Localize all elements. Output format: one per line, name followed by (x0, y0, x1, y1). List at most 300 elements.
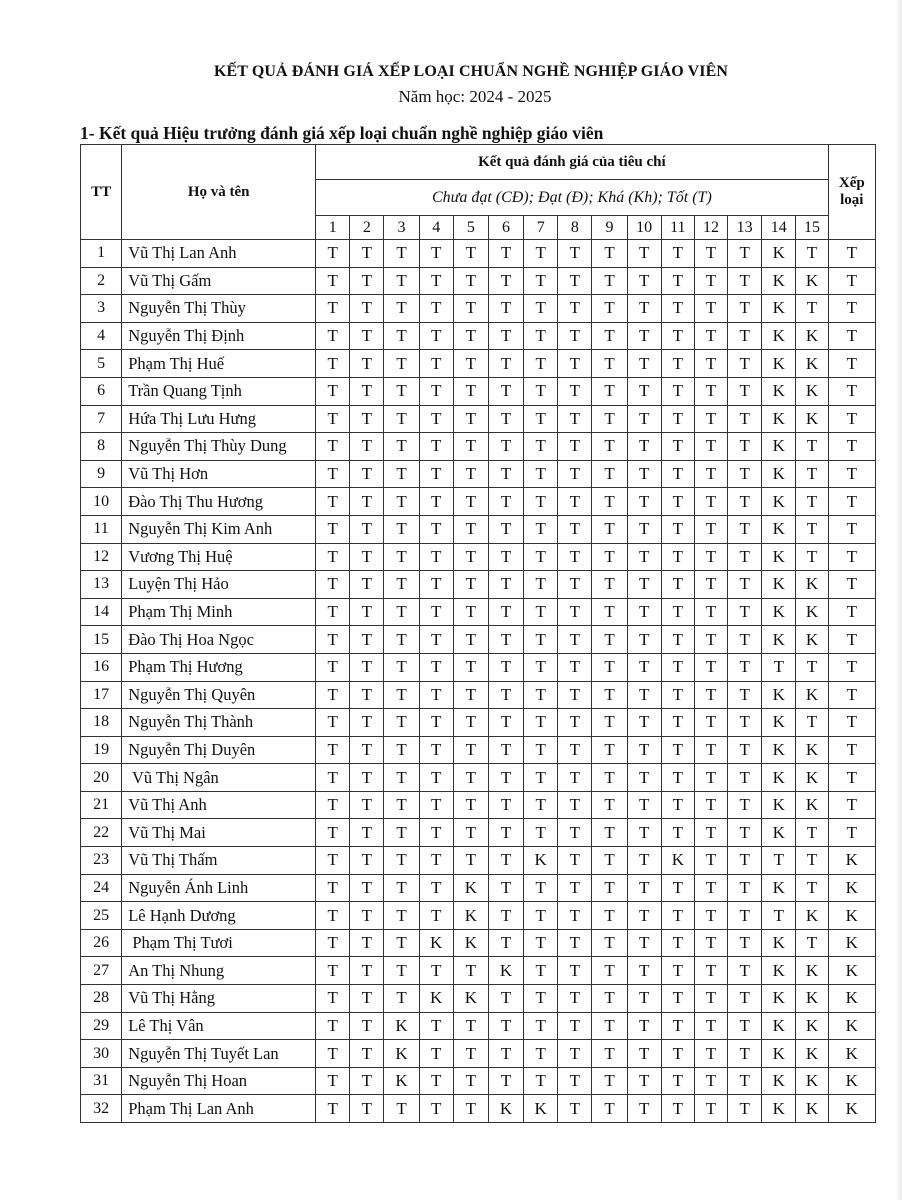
criterion-score: T (453, 847, 488, 875)
criterion-score: T (661, 1095, 694, 1123)
criterion-score: K (762, 295, 796, 323)
criterion-score: T (384, 322, 419, 350)
criterion-score: T (350, 350, 384, 378)
teacher-name: Đào Thị Hoa Ngọc (122, 626, 316, 654)
criterion-score: T (453, 543, 488, 571)
row-number: 25 (81, 902, 122, 930)
teacher-name: Vũ Thị Anh (122, 791, 316, 819)
criterion-score: T (384, 405, 419, 433)
row-number: 27 (81, 957, 122, 985)
teacher-name: Nguyễn Thị Thùy Dung (122, 433, 316, 461)
criterion-score: T (694, 957, 727, 985)
row-number: 22 (81, 819, 122, 847)
criterion-score: K (762, 764, 796, 792)
criterion-score: T (592, 874, 627, 902)
criterion-score: T (661, 377, 694, 405)
criterion-score: T (453, 598, 488, 626)
criterion-score: T (524, 240, 558, 268)
criterion-score: T (728, 764, 762, 792)
criterion-score: T (728, 543, 762, 571)
criterion-score: T (627, 653, 661, 681)
table-row (81, 957, 876, 985)
criterion-score: T (350, 405, 384, 433)
criterion-score: T (350, 874, 384, 902)
criterion-score: T (316, 1040, 350, 1068)
criterion-score: T (558, 709, 592, 737)
row-number: 8 (81, 433, 122, 461)
criterion-score: T (488, 295, 523, 323)
criterion-score: T (350, 295, 384, 323)
criterion-score: T (627, 736, 661, 764)
criterion-score: K (419, 929, 453, 957)
page-edge (896, 0, 902, 1200)
criterion-score: T (592, 377, 627, 405)
overall-rank: T (828, 709, 875, 737)
criterion-score: T (592, 433, 627, 461)
criterion-score: T (453, 377, 488, 405)
criterion-score: T (524, 515, 558, 543)
teacher-name: Nguyễn Thị Thành (122, 709, 316, 737)
teacher-name: Nguyễn Thị Tuyết Lan (122, 1040, 316, 1068)
criterion-score: T (694, 267, 727, 295)
criterion-score: T (661, 571, 694, 599)
criterion-score: K (796, 1067, 828, 1095)
teacher-name: Lê Thị Vân (122, 1012, 316, 1040)
overall-rank: K (828, 1040, 875, 1068)
teacher-name: Phạm Thị Lan Anh (122, 1095, 316, 1123)
criterion-score: T (627, 819, 661, 847)
teacher-name: Nguyễn Thị Duyên (122, 736, 316, 764)
overall-rank: T (828, 460, 875, 488)
criterion-score: T (524, 819, 558, 847)
criterion-score: T (627, 350, 661, 378)
criterion-score: T (728, 957, 762, 985)
criterion-score: T (419, 1095, 453, 1123)
row-number: 16 (81, 653, 122, 681)
criterion-score: T (524, 681, 558, 709)
criterion-score: T (488, 571, 523, 599)
criterion-score: T (488, 626, 523, 654)
criterion-score: T (661, 295, 694, 323)
criterion-score: T (384, 957, 419, 985)
row-number: 5 (81, 350, 122, 378)
header-rank-line2: loại (840, 192, 864, 208)
row-number: 12 (81, 543, 122, 571)
criterion-score: K (762, 240, 796, 268)
criterion-score: T (627, 433, 661, 461)
table-row (81, 460, 876, 488)
criterion-score: T (419, 267, 453, 295)
row-number: 28 (81, 985, 122, 1013)
criterion-score: T (661, 543, 694, 571)
criterion-score: T (694, 791, 727, 819)
criterion-score: T (728, 902, 762, 930)
criterion-score: T (419, 598, 453, 626)
overall-rank: T (828, 240, 875, 268)
criterion-score: K (762, 1012, 796, 1040)
criterion-score: T (694, 1040, 727, 1068)
overall-rank: K (828, 957, 875, 985)
row-number: 4 (81, 322, 122, 350)
criterion-score: T (558, 681, 592, 709)
teacher-name: Vũ Thị Hằng (122, 985, 316, 1013)
criterion-score: T (694, 377, 727, 405)
criterion-score: T (384, 598, 419, 626)
criterion-score: T (384, 653, 419, 681)
table-row (81, 1040, 876, 1068)
criterion-score: T (488, 543, 523, 571)
overall-rank: T (828, 626, 875, 654)
criterion-score: T (728, 350, 762, 378)
criterion-score: K (762, 819, 796, 847)
criterion-score: T (350, 598, 384, 626)
criterion-score: T (316, 791, 350, 819)
criterion-score: T (419, 240, 453, 268)
criterion-score: T (661, 433, 694, 461)
criterion-score: T (558, 488, 592, 516)
criterion-score: T (524, 460, 558, 488)
criterion-score: K (796, 626, 828, 654)
criterion-number: 15 (796, 216, 828, 240)
criterion-score: T (661, 1040, 694, 1068)
criterion-score: T (488, 653, 523, 681)
criterion-score: T (694, 240, 727, 268)
criterion-score: T (627, 488, 661, 516)
criterion-score: T (384, 902, 419, 930)
criterion-score: T (661, 405, 694, 433)
criterion-score: T (694, 681, 727, 709)
criterion-score: T (592, 460, 627, 488)
criterion-score: T (350, 433, 384, 461)
criterion-score: T (316, 322, 350, 350)
teacher-name: Nguyễn Thị Quyên (122, 681, 316, 709)
criterion-score: T (661, 902, 694, 930)
criterion-score: T (592, 1012, 627, 1040)
criterion-score: T (524, 709, 558, 737)
criterion-score: T (728, 1012, 762, 1040)
criterion-number: 13 (728, 216, 762, 240)
criterion-score: T (592, 1095, 627, 1123)
criterion-score: T (524, 322, 558, 350)
criterion-score: T (728, 377, 762, 405)
criterion-score: T (316, 653, 350, 681)
criterion-score: T (627, 322, 661, 350)
criterion-score: T (316, 350, 350, 378)
criterion-score: T (488, 985, 523, 1013)
criterion-score: T (627, 929, 661, 957)
criterion-score: T (592, 681, 627, 709)
criterion-score: T (592, 295, 627, 323)
criterion-score: T (488, 791, 523, 819)
overall-rank: T (828, 488, 875, 516)
table-row (81, 377, 876, 405)
overall-rank: T (828, 543, 875, 571)
criterion-score: T (728, 626, 762, 654)
criterion-score: T (627, 709, 661, 737)
criterion-score: T (384, 433, 419, 461)
criterion-score: T (558, 791, 592, 819)
criterion-score: T (350, 322, 384, 350)
criterion-score: T (384, 488, 419, 516)
criterion-score: T (316, 515, 350, 543)
criterion-score: T (316, 709, 350, 737)
criterion-score: T (728, 709, 762, 737)
criterion-score: T (661, 736, 694, 764)
criterion-score: T (316, 819, 350, 847)
criterion-score: T (384, 874, 419, 902)
criterion-number: 14 (762, 216, 796, 240)
criterion-number: 11 (661, 216, 694, 240)
criterion-score: T (488, 1067, 523, 1095)
criterion-score: T (488, 764, 523, 792)
criterion-score: T (661, 1012, 694, 1040)
criterion-score: T (350, 571, 384, 599)
criterion-score: T (728, 515, 762, 543)
criterion-score: T (350, 240, 384, 268)
criterion-score: T (316, 681, 350, 709)
criterion-score: T (762, 902, 796, 930)
criterion-score: T (419, 847, 453, 875)
criterion-score: T (419, 957, 453, 985)
criterion-score: K (453, 929, 488, 957)
criterion-score: T (694, 874, 727, 902)
criterion-score: T (728, 929, 762, 957)
criterion-score: T (316, 571, 350, 599)
overall-rank: T (828, 681, 875, 709)
criterion-score: T (558, 377, 592, 405)
teacher-name: Vũ Thị Hơn (122, 460, 316, 488)
criterion-score: T (661, 929, 694, 957)
teacher-name: Vũ Thị Gấm (122, 267, 316, 295)
teacher-name: Vương Thị Huệ (122, 543, 316, 571)
criterion-score: K (762, 736, 796, 764)
criterion-score: T (419, 405, 453, 433)
criterion-score: T (627, 985, 661, 1013)
criterion-score: K (762, 791, 796, 819)
criterion-score: T (694, 1067, 727, 1095)
criterion-score: K (762, 515, 796, 543)
criterion-number: 6 (488, 216, 523, 240)
criterion-score: T (694, 736, 727, 764)
criterion-score: T (453, 571, 488, 599)
criterion-score: T (728, 1040, 762, 1068)
criterion-score: K (762, 405, 796, 433)
criterion-score: K (762, 929, 796, 957)
criterion-score: T (524, 1040, 558, 1068)
teacher-name: Vũ Thị Lan Anh (122, 240, 316, 268)
table-row (81, 764, 876, 792)
criterion-score: T (350, 791, 384, 819)
overall-rank: T (828, 515, 875, 543)
criterion-number: 1 (316, 216, 350, 240)
table-row (81, 350, 876, 378)
table-row (81, 405, 876, 433)
criterion-score: T (524, 598, 558, 626)
criterion-score: T (627, 515, 661, 543)
criterion-score: T (384, 709, 419, 737)
section-heading: 1- Kết quả Hiệu trưởng đánh giá xếp loại chuẩn nghề nghiệp giáo viên (80, 123, 604, 143)
criterion-score: T (384, 929, 419, 957)
overall-rank: K (828, 1012, 875, 1040)
criterion-score: K (762, 460, 796, 488)
teacher-name: Nguyễn Ánh Linh (122, 874, 316, 902)
criterion-score: T (488, 240, 523, 268)
criterion-score: K (796, 736, 828, 764)
table-row (81, 653, 876, 681)
row-number: 9 (81, 460, 122, 488)
criterion-score: T (627, 874, 661, 902)
criterion-score: T (350, 929, 384, 957)
criterion-score: T (384, 543, 419, 571)
criterion-number: 5 (453, 216, 488, 240)
criterion-number: 9 (592, 216, 627, 240)
criterion-score: T (419, 295, 453, 323)
criterion-score: T (419, 377, 453, 405)
criterion-score: T (694, 902, 727, 930)
criterion-score: T (592, 791, 627, 819)
table-row (81, 626, 876, 654)
criterion-score: K (453, 902, 488, 930)
teacher-name: Nguyễn Thị Kim Anh (122, 515, 316, 543)
criterion-score: T (419, 791, 453, 819)
criterion-score: T (488, 488, 523, 516)
criterion-score: T (728, 571, 762, 599)
criterion-score: T (384, 460, 419, 488)
criterion-score: K (762, 377, 796, 405)
criterion-score: T (661, 791, 694, 819)
criterion-score: T (592, 543, 627, 571)
criterion-score: T (558, 929, 592, 957)
overall-rank: T (828, 764, 875, 792)
criterion-score: T (592, 350, 627, 378)
header-criteria-group: Kết quả đánh giá của tiêu chí (316, 145, 829, 180)
criterion-score: T (350, 764, 384, 792)
criterion-score: T (694, 433, 727, 461)
criterion-score: K (796, 681, 828, 709)
overall-rank: K (828, 1095, 875, 1123)
criterion-score: K (453, 985, 488, 1013)
criterion-score: K (762, 681, 796, 709)
criterion-score: T (488, 322, 523, 350)
criterion-score: T (316, 957, 350, 985)
criterion-score: T (350, 1040, 384, 1068)
criterion-score: T (350, 626, 384, 654)
criterion-score: T (728, 1095, 762, 1123)
criterion-score: T (419, 874, 453, 902)
criterion-number: 10 (627, 216, 661, 240)
criterion-score: T (524, 1012, 558, 1040)
criterion-score: T (419, 819, 453, 847)
criterion-score: K (762, 709, 796, 737)
teacher-name: Luyện Thị Hảo (122, 571, 316, 599)
criterion-score: T (592, 598, 627, 626)
criterion-score: K (762, 874, 796, 902)
criterion-score: T (350, 488, 384, 516)
teacher-name: Nguyễn Thị Định (122, 322, 316, 350)
row-number: 30 (81, 1040, 122, 1068)
criterion-score: T (728, 405, 762, 433)
criterion-number: 2 (350, 216, 384, 240)
criterion-score: T (488, 460, 523, 488)
criterion-score: T (419, 1067, 453, 1095)
criterion-score: T (524, 488, 558, 516)
criterion-score: T (592, 929, 627, 957)
overall-rank: K (828, 985, 875, 1013)
criterion-score: T (488, 847, 523, 875)
teacher-name: Nguyễn Thị Hoan (122, 1067, 316, 1095)
criterion-score: T (350, 736, 384, 764)
criterion-score: K (796, 764, 828, 792)
criterion-score: T (661, 598, 694, 626)
criterion-score: T (627, 240, 661, 268)
criterion-score: K (453, 874, 488, 902)
teacher-name: Vũ Thị Ngân (122, 764, 316, 792)
criterion-score: T (661, 626, 694, 654)
criterion-score: T (627, 847, 661, 875)
criterion-score: T (592, 653, 627, 681)
criterion-score: T (796, 515, 828, 543)
criterion-score: T (796, 847, 828, 875)
criterion-score: T (350, 267, 384, 295)
criterion-score: T (350, 1095, 384, 1123)
overall-rank: T (828, 736, 875, 764)
row-number: 3 (81, 295, 122, 323)
criterion-number: 3 (384, 216, 419, 240)
criterion-score: K (796, 598, 828, 626)
criterion-score: T (316, 240, 350, 268)
criterion-score: T (694, 460, 727, 488)
criterion-score: T (350, 681, 384, 709)
criterion-score: T (627, 626, 661, 654)
criterion-score: T (661, 460, 694, 488)
criterion-score: T (419, 902, 453, 930)
teacher-name: Phạm Thị Minh (122, 598, 316, 626)
criterion-score: T (558, 460, 592, 488)
criterion-score: T (558, 350, 592, 378)
criterion-score: T (419, 1012, 453, 1040)
overall-rank: T (828, 405, 875, 433)
criterion-score: T (627, 267, 661, 295)
table-row (81, 322, 876, 350)
criterion-score: T (558, 1095, 592, 1123)
evaluation-table (80, 144, 876, 1123)
table-row (81, 1095, 876, 1123)
criterion-score: T (796, 460, 828, 488)
criterion-score: T (694, 819, 727, 847)
criterion-score: T (661, 957, 694, 985)
overall-rank: K (828, 902, 875, 930)
row-number: 11 (81, 515, 122, 543)
criterion-score: K (796, 985, 828, 1013)
criterion-score: T (524, 571, 558, 599)
criterion-score: T (488, 709, 523, 737)
table-row (81, 571, 876, 599)
criterion-score: T (524, 653, 558, 681)
criterion-score: T (592, 847, 627, 875)
criterion-score: T (592, 571, 627, 599)
criterion-score: T (453, 488, 488, 516)
criterion-score: T (488, 433, 523, 461)
criterion-score: T (524, 267, 558, 295)
criterion-score: T (453, 626, 488, 654)
criterion-score: T (316, 736, 350, 764)
table-row (81, 433, 876, 461)
criterion-score: T (661, 819, 694, 847)
teacher-name: Vũ Thị Thấm (122, 847, 316, 875)
criterion-score: K (762, 1067, 796, 1095)
criterion-score: T (728, 985, 762, 1013)
teacher-name: Vũ Thị Mai (122, 819, 316, 847)
